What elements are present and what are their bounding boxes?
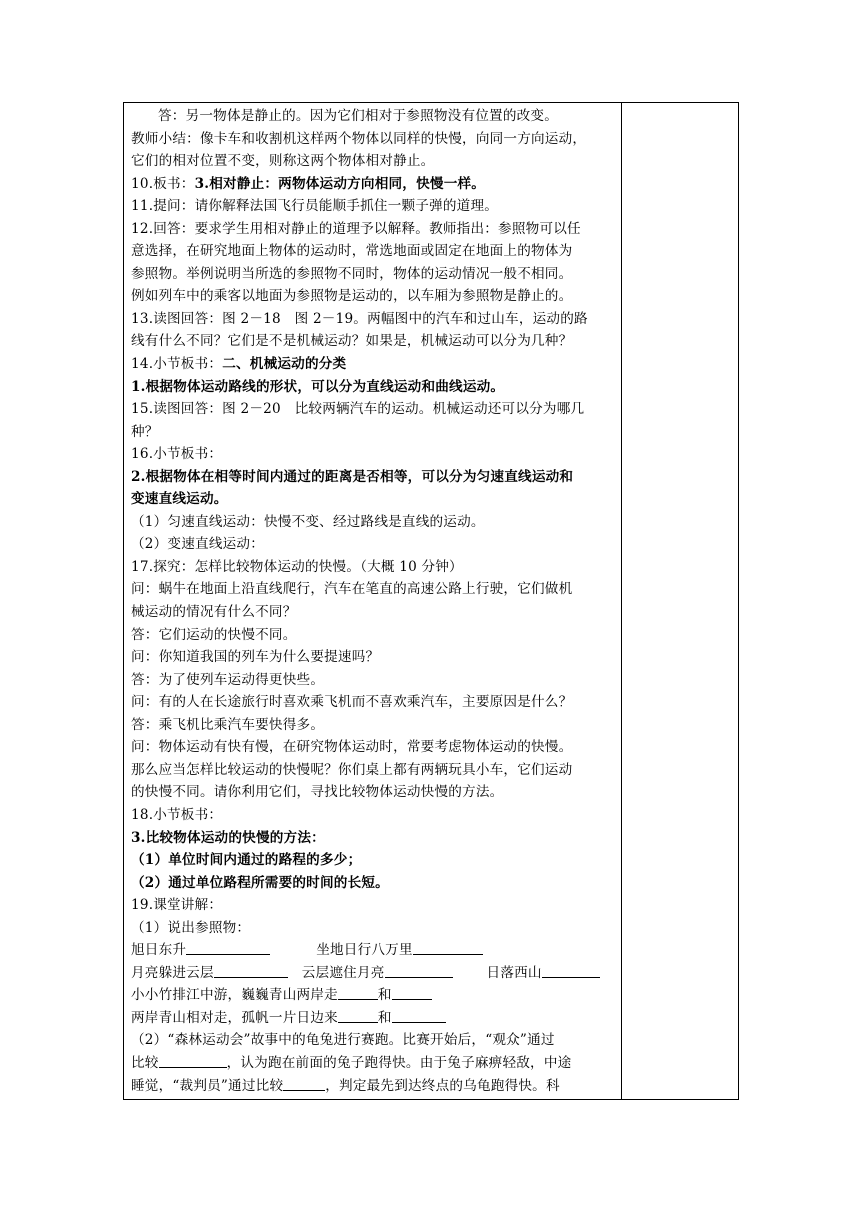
text-line: 3.比较物体运动的快慢的方法：: [131, 829, 325, 846]
text-line: （1）单位时间内通过的路程的多少；: [131, 852, 362, 869]
text-line: 种？: [131, 423, 159, 440]
answer-blank[interactable]: [392, 1008, 446, 1023]
notes-column-cell: [621, 102, 739, 1100]
lesson-text: [131, 105, 615, 1097]
answer-blank[interactable]: [214, 963, 288, 978]
text-line: 1.根据物体运动路线的形状，可以分为直线运动和曲线运动。: [131, 378, 505, 395]
answer-blank[interactable]: [413, 940, 483, 955]
text-line: 问：蜗牛在地面上沿直线爬行，汽车在笔直的高速公路上行驶，它们做机: [131, 581, 573, 598]
text-line: 17.探究：怎样比较物体运动的快慢。（大概 10 分钟）: [131, 558, 463, 575]
text-line: 19.课堂讲解：: [131, 897, 223, 914]
text-line: 答：乘飞机比乘汽车要快得多。: [131, 716, 325, 733]
text-line: 13.读图回答：图 2－18 图 2－19。两幅图中的汽车和过山车，运动的路: [131, 310, 588, 327]
text-line: 10.板书：3.相对静止：两物体运动方向相同，快慢一样。: [131, 175, 486, 192]
answer-blank[interactable]: [186, 940, 270, 955]
blank-line-3: 小小竹排江中游，巍巍青山两岸走 和: [131, 984, 615, 1007]
text-line: 12.回答：要求学生用相对静止的道理予以解释。教师指出：参照物可以任: [131, 220, 581, 237]
text-line: 18.小节板书：: [131, 806, 223, 823]
blank-line-1: 旭日东升 坐地日行八万里: [131, 939, 615, 962]
blank-line-2: 月亮躲进云层 云层遮住月亮 日落西山: [131, 962, 615, 985]
text-line: 答：它们运动的快慢不同。: [131, 626, 297, 643]
tail-line-1: （2）“森林运动会”故事中的龟兔进行赛跑。比赛开始后，“观众”通过: [131, 1032, 555, 1049]
tail-line-2: 比较 ，认为跑在前面的兔子跑得快。由于兔子麻痹轻敌，中途: [131, 1054, 572, 1071]
text-line: 14.小节板书：二、机械运动的分类: [131, 356, 347, 373]
text-line: 2.根据物体在相等时间内通过的距离是否相等，可以分为匀速直线运动和: [131, 468, 574, 485]
text-line: 11.提问：请你解释法国飞行员能顺手抓住一颗子弹的道理。: [131, 198, 499, 215]
text-line: （1）匀速直线运动：快慢不变、经过路线是直线的运动。: [131, 513, 485, 530]
answer-blank[interactable]: [338, 1008, 378, 1023]
text-line: （2）变速直线运动：: [131, 536, 264, 553]
text-line: 参照物。举例说明当所选的参照物不同时，物体的运动情况一般不相同。: [131, 265, 573, 282]
text-line: 变速直线运动。: [131, 491, 228, 508]
text-line: 它们的相对位置不变，则称这两个物体相对静止。: [131, 153, 435, 170]
text-line: 那么应当怎样比较运动的快慢呢？你们桌上都有两辆玩具小车，它们运动: [131, 761, 573, 778]
text-line: 例如列车中的乘客以地面为参照物是运动的，以车厢为参照物是静止的。: [131, 288, 573, 305]
text-line: 答：另一物体是静止的。因为它们相对于参照物没有位置的改变。: [158, 108, 559, 124]
text-line: 15.读图回答：图 2－20 比较两辆汽车的运动。机械运动还可以分为哪几: [131, 401, 585, 418]
text-line: 意选择，在研究地面上物体的运动时，常选地面或固定在地面上的物体为: [131, 243, 573, 260]
text-line: 问：你知道我国的列车为什么要提速吗？: [131, 649, 380, 666]
text-line: 线有什么不同？它们是不是机械运动？如果是，机械运动可以分为几种？: [131, 333, 573, 350]
text-line: 问：有的人在长途旅行时喜欢乘飞机而不喜欢乘汽车，主要原因是什么？: [131, 694, 573, 711]
answer-blank[interactable]: [392, 985, 432, 1000]
blank-line-4: 两岸青山相对走，孤帆一片日边来 和: [131, 1007, 615, 1030]
answer-blank[interactable]: [283, 1076, 325, 1091]
lesson-lines: [131, 105, 615, 939]
text-line: （2）通过单位路程所需要的时间的长短。: [131, 874, 389, 891]
text-line: 教师小结：像卡车和收割机这样两个物体以同样的快慢，向同一方向运动，: [131, 130, 587, 147]
text-line: （1）说出参照物：: [131, 919, 251, 936]
answer-blank[interactable]: [385, 963, 453, 978]
text-line: 16.小节板书：: [131, 446, 223, 463]
text-line: 的快慢不同。请你利用它们，寻找比较物体运动快慢的方法。: [131, 784, 504, 801]
tail-line-3: 睡觉，“裁判员”通过比较 ，判定最先到达终点的乌龟跑得快。科: [131, 1077, 560, 1094]
text-line: 械运动的情况有什么不同？: [131, 604, 297, 621]
answer-blank[interactable]: [338, 985, 378, 1000]
text-line: 问：物体运动有快有慢，在研究物体运动时，常要考虑物体运动的快慢。: [131, 739, 573, 756]
answer-blank[interactable]: [159, 1053, 227, 1068]
text-line: 答：为了使列车运动得更快些。: [131, 671, 325, 688]
answer-blank[interactable]: [542, 963, 600, 978]
